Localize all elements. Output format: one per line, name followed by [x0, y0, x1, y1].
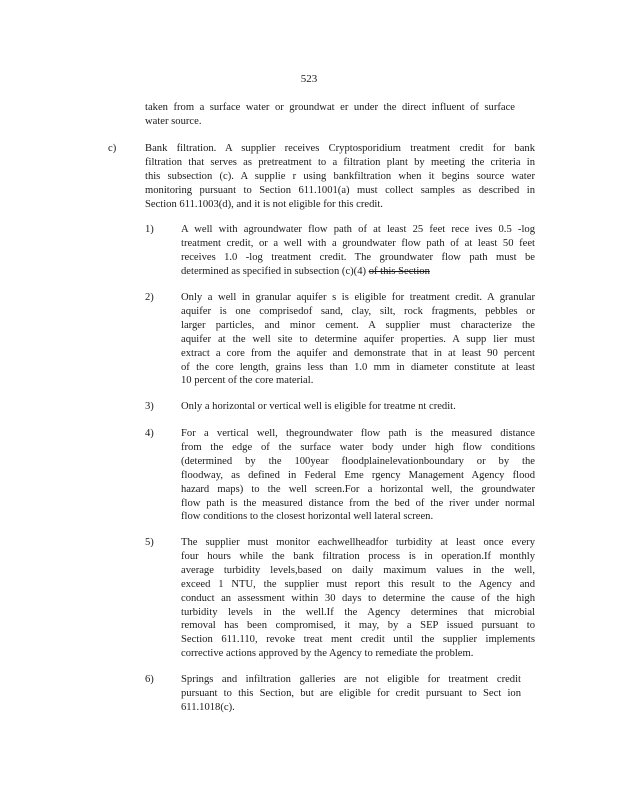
text-line: receives 1.0 -log treatment credit. The groundwater flow path must be	[181, 251, 535, 263]
text-line: monitoring pursuant to Section 611.1001(a) must collect samples as described in	[145, 184, 535, 196]
text-line: extract a core from the aquifer and demonstrate that in at least 90 percent	[181, 347, 535, 359]
text-line: larger particles, and minor cement. A supplier must characterize the	[181, 319, 535, 331]
text-line: hazard maps) to the well screen.For a horizontal well, the groundwater	[181, 483, 535, 495]
text-line: The supplier must monitor eachwellheadfor turbidity at least once every	[181, 537, 535, 548]
item-6-paragraph	[181, 673, 521, 715]
text-line: water source.	[145, 115, 202, 127]
page-number: 523	[300, 73, 318, 85]
item-3-paragraph	[181, 400, 535, 414]
item-4-paragraph	[181, 427, 535, 524]
text-line	[181, 265, 535, 279]
struck-text: of this Section	[368, 265, 430, 277]
text-line: Only a horizontal or vertical well is eligible for treatme nt credit.	[181, 401, 456, 412]
text-line: filtration that serves as pretreatment to a filtration plant by meeting the criteria in	[145, 156, 535, 168]
item-6-label: 6)	[145, 674, 154, 685]
item-2-label: 2)	[145, 292, 154, 303]
text-line: 10 percent of the core material.	[181, 375, 314, 387]
text-segment: determined as specified in subsection (c)(4)	[181, 265, 367, 277]
text-line: exceed 1 NTU, the supplier must report this result to the Agency and	[181, 578, 535, 590]
text-line: taken from a surface water or groundwat er under the direct influent of surface	[145, 102, 515, 113]
text-line: from the edge of the surface water body under high flow conditions	[181, 441, 535, 453]
item-1-label: 1)	[145, 224, 154, 235]
text-line: 611.1018(c).	[181, 701, 235, 713]
text-line: Section 611.1003(d), and it is not eligible for this credit.	[145, 198, 383, 210]
text-line: turbidity levels in the well.If the Agency determines that microbial	[181, 606, 535, 618]
text-line: Springs and infiltration galleries are not eligible for treatment credit	[181, 674, 521, 685]
section-c-label: c)	[108, 143, 117, 154]
text-line: removal has been compromised, it may, by a SEP issued pursuant to	[181, 620, 535, 632]
text-line: A well with agroundwater flow path of at least 25 feet rece ives 0.5 -log	[181, 224, 535, 235]
text-line: corrective actions approved by the Agency to remediate the problem.	[181, 648, 474, 660]
item-5-label: 5)	[145, 537, 154, 548]
intro-paragraph	[145, 101, 515, 129]
text-line: Bank filtration. A supplier receives Cryptosporidium treatment credit for bank	[145, 143, 535, 154]
text-line: pursuant to this Section, but are eligible for credit pursuant to Sect ion	[181, 687, 521, 699]
text-line: treatment credit, or a well with a groundwater flow path of at least 50 feet	[181, 237, 535, 249]
item-4-label: 4)	[145, 428, 154, 439]
text-line: flow conditions to the closest horizontal well lateral screen.	[181, 511, 434, 523]
text-line: Only a well in granular aquifer s is eligible for treatment credit. A granular	[181, 292, 535, 303]
section-c-paragraph	[145, 142, 535, 212]
text-line: aquifer at the well site to determine aquifer properties. A supp lier must	[181, 333, 535, 345]
text-line: aquifer is one comprisedof sand, clay, silt, rock fragments, pebbles or	[181, 305, 535, 317]
text-line: of the core length, grains less than 1.0 mm in diameter constitute at least	[181, 361, 535, 373]
text-line: conduct an assessment within 30 days to determine the cause of the high	[181, 592, 535, 604]
text-line: For a vertical well, thegroundwater flow path is the measured distance	[181, 428, 535, 439]
text-line: this subsection (c). A supplie r using bankfiltration when it begins source water	[145, 170, 535, 182]
item-2-paragraph	[181, 291, 535, 388]
item-3-label: 3)	[145, 401, 154, 412]
item-1-paragraph	[181, 223, 535, 279]
text-line: flow path is the measured distance from the bed of the river under normal	[181, 497, 535, 509]
item-5-paragraph	[181, 536, 535, 661]
text-line: average turbidity levels,based on daily maximum values in the well,	[181, 564, 535, 576]
text-line: Section 611.110, revoke treat ment credit until the supplier implements	[181, 634, 535, 646]
text-line: floodway, as defined in Federal Eme rgency Management Agency flood	[181, 469, 535, 481]
text-line: four hours while the bank filtration process is in operation.If monthly	[181, 550, 535, 562]
text-line: (determined by the 100year floodplainelevationboundary or by the	[181, 455, 535, 467]
